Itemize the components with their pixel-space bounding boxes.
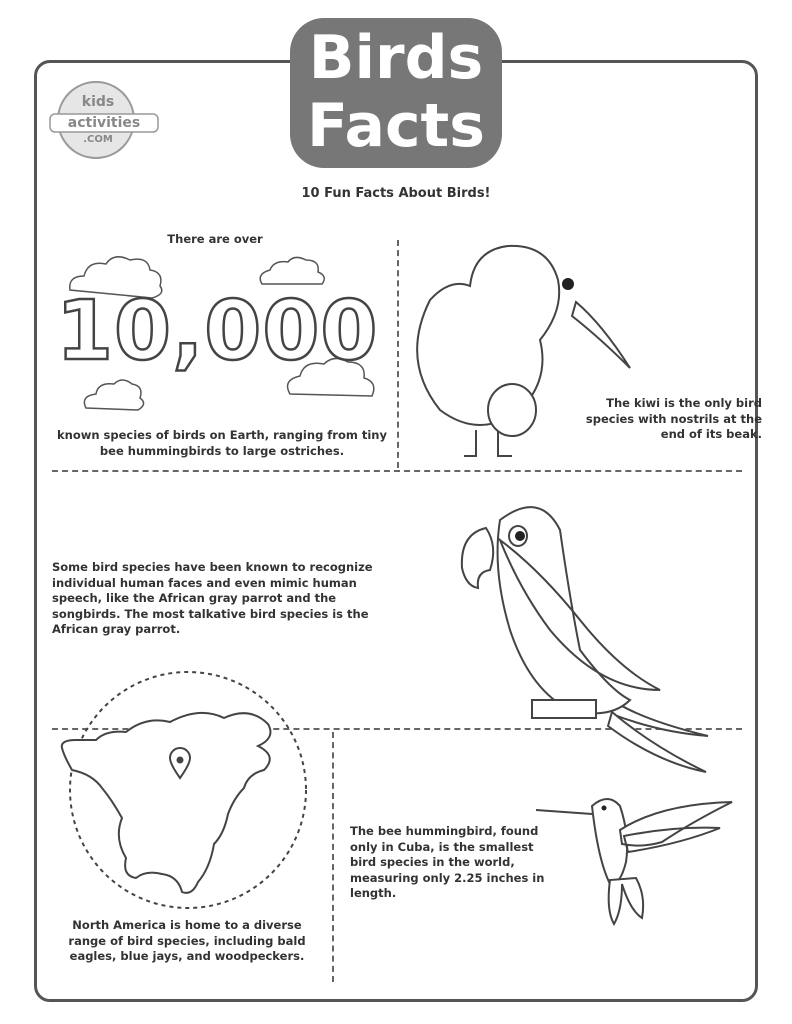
- kiwi-text-line-2: species with nostrils at the: [585, 411, 762, 426]
- parrot-text-line-3: speech, like the African gray parrot and the: [52, 591, 337, 605]
- kiwi-text-line-3: end of its beak.: [660, 427, 762, 441]
- north-america-text-line-3: eagles, blue jays, and woodpeckers.: [69, 949, 305, 963]
- parrot-text-line-4: songbirds. The most talkative bird species is the: [52, 606, 369, 621]
- logo-line-3: .COM: [83, 134, 113, 145]
- species-number: 10,000: [56, 284, 379, 379]
- logo-line-2: activities: [67, 115, 141, 131]
- species-text-line-2: bee hummingbirds to large ostriches.: [99, 443, 345, 458]
- logo-line-1: kids: [81, 94, 115, 110]
- hummingbird-eye-icon: [602, 806, 607, 811]
- hummingbird-text-line-5: length.: [350, 886, 397, 900]
- title-line-2: Facts: [307, 91, 485, 161]
- hummingbird-text-line-3: bird species in the world,: [350, 855, 515, 869]
- subtitle: 10 Fun Facts About Birds!: [301, 186, 491, 201]
- hummingbird-text-line-1: The bee hummingbird, found: [350, 824, 539, 838]
- north-america-text-line-2: range of bird species, including bald: [68, 933, 306, 948]
- parrot-text-line-5: African gray parrot.: [52, 622, 181, 636]
- hummingbird-text-line-4: measuring only 2.25 inches in: [350, 870, 545, 885]
- species-intro: There are over: [167, 232, 263, 246]
- kiwi-text-line-1: The kiwi is the only bird: [606, 396, 762, 410]
- hummingbird-text-line-2: only in Cuba, is the smallest: [350, 839, 534, 854]
- north-america-text-line-1: North America is home to a diverse: [72, 918, 302, 932]
- species-text-line-1: known species of birds on Earth, ranging from tiny: [56, 428, 387, 442]
- parrot-text-line-1: Some bird species have been known to recognize: [52, 560, 373, 574]
- title-line-1: Birds: [308, 23, 484, 93]
- parrot-text-line-2: individual human faces and even mimic human: [52, 575, 357, 590]
